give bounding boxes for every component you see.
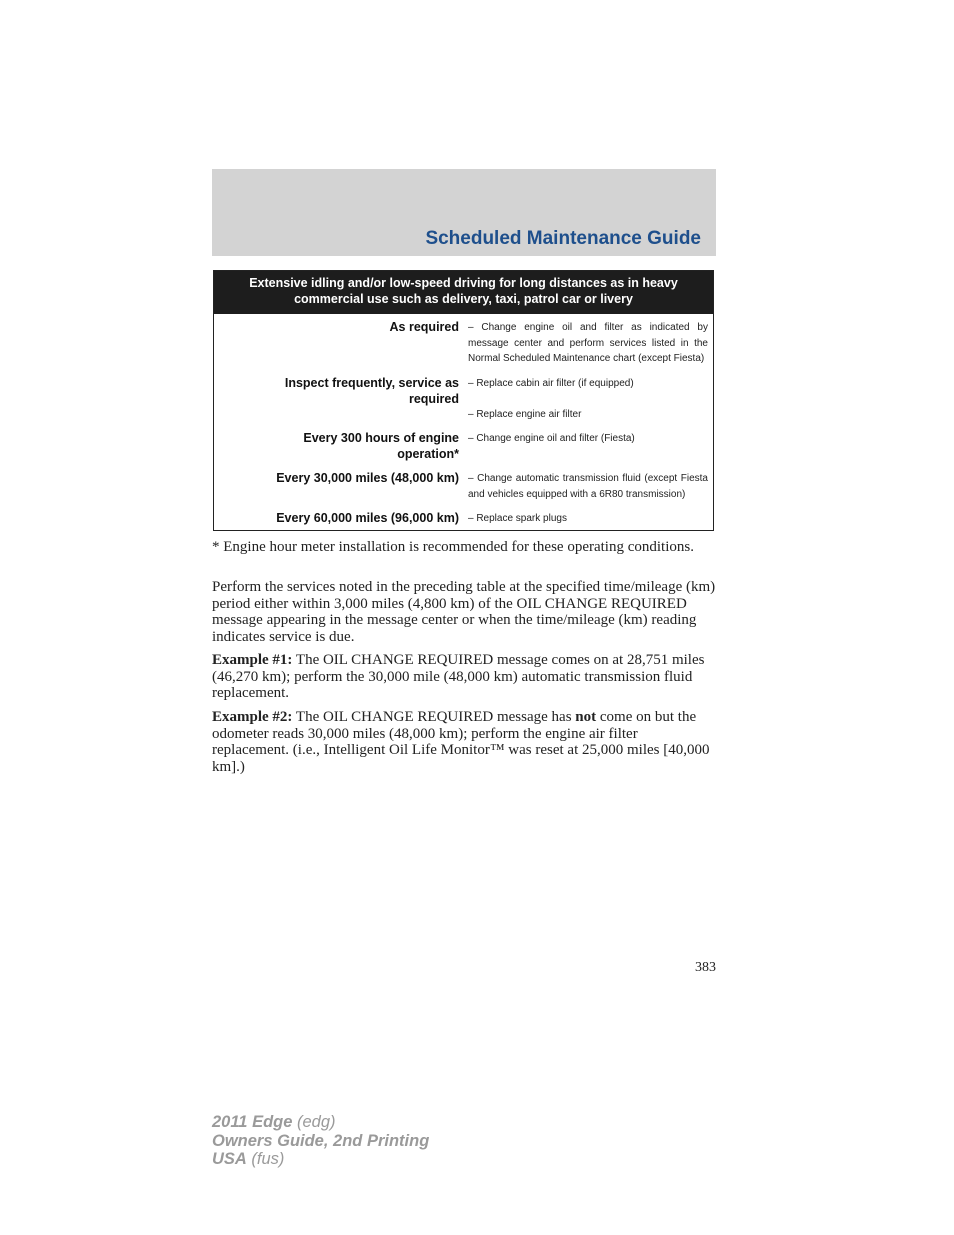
interval-actions bbox=[468, 431, 708, 447]
interval-label: Inspect frequently, service as required bbox=[284, 376, 459, 406]
footnote bbox=[212, 539, 716, 556]
interval-label: As required bbox=[389, 320, 459, 334]
footnote-text: * Engine hour meter installation is recommended for these operating conditions. bbox=[212, 539, 694, 555]
paragraph bbox=[212, 579, 716, 645]
action-item: – Change automatic transmission fluid (except Fiesta and vehicles equipped with a 6R80 transmission) bbox=[468, 473, 708, 500]
section-title: Scheduled Maintenance Guide bbox=[425, 228, 701, 249]
footer-line-3 bbox=[212, 1150, 429, 1169]
example-1-text bbox=[212, 652, 716, 702]
paragraph-text: Perform the services noted in the preceding table at the specified time/mileage (km) period either within 3,000 miles (4,800 km) of the OIL CHANGE REQUIRED message appearing in the message center or when the time/mileage (km) reading indicates service is due. bbox=[212, 579, 716, 645]
example-2-body-a: The OIL CHANGE REQUIRED message has bbox=[292, 709, 576, 725]
footer-model-code: (edg) bbox=[292, 1113, 336, 1131]
page-number: 383 bbox=[695, 960, 716, 975]
example-1-label: Example #1: bbox=[212, 652, 293, 668]
action-item: – Replace engine air filter bbox=[468, 408, 582, 420]
interval-label: Every 300 hours of engine operation* bbox=[303, 431, 459, 461]
footer-model: 2011 Edge bbox=[212, 1113, 293, 1131]
example-2-text bbox=[212, 709, 716, 775]
action-item: – Change engine oil and filter (Fiesta) bbox=[468, 433, 635, 444]
action-item: – Change engine oil and filter as indicated by message center and perform services listed in the Normal Scheduled Maintenance chart (except Fiesta) bbox=[468, 322, 708, 364]
example-1-body: The OIL CHANGE REQUIRED message comes on at 28,751 miles (46,270 km); perform the 30,000 mile (48,000 km) automatic transmission fluid replacement. bbox=[212, 652, 705, 701]
table-heading: Extensive idling and/or low-speed driving for long distances as in heavy commercial use such as delivery, taxi, patrol car or livery bbox=[214, 271, 713, 314]
action-item: – Replace spark plugs bbox=[468, 513, 567, 524]
footer-line-2: Owners Guide, 2nd Printing bbox=[212, 1131, 430, 1150]
footer-market: USA bbox=[212, 1150, 247, 1168]
maintenance-table bbox=[213, 270, 714, 531]
footer-market-code: (fus) bbox=[246, 1150, 285, 1168]
interval-actions bbox=[468, 320, 708, 367]
example-2 bbox=[212, 709, 716, 775]
example-1 bbox=[212, 652, 716, 702]
interval-label: Every 60,000 miles (96,000 km) bbox=[276, 511, 459, 525]
interval-actions bbox=[468, 376, 708, 422]
footer bbox=[212, 1113, 429, 1169]
footer-line-1 bbox=[212, 1113, 429, 1132]
example-2-emphasis: not bbox=[575, 709, 597, 725]
interval-actions bbox=[468, 471, 708, 502]
interval-label: Every 30,000 miles (48,000 km) bbox=[276, 471, 459, 485]
interval-actions bbox=[468, 511, 708, 527]
header-band bbox=[212, 169, 716, 256]
action-item: – Replace cabin air filter (if equipped) bbox=[468, 378, 634, 389]
example-2-label: Example #2: bbox=[212, 709, 293, 725]
example-2-body-b: come on but the odometer reads 30,000 miles (48,000 km); perform the engine air filter replacement. (i.e., Intelligent Oil Life Monitor™ was reset at 25,000 miles [40,000 km].) bbox=[212, 709, 710, 775]
